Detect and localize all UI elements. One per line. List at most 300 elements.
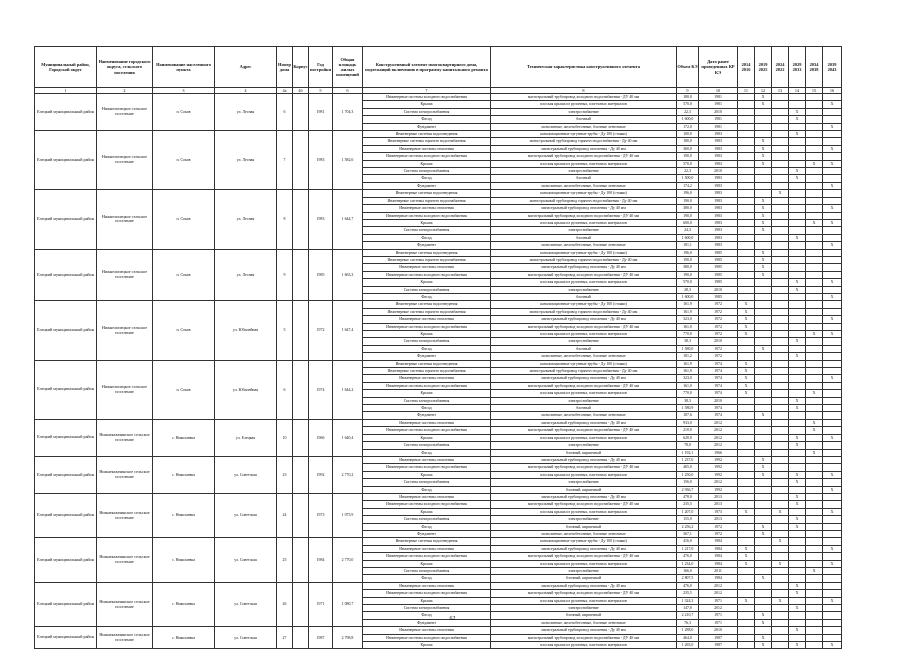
period-2024-2022-cell — [772, 116, 789, 123]
specification-cell: электроснабжение — [491, 168, 677, 175]
house-number-cell: 23 — [277, 456, 293, 493]
period-2014-2016-cell — [738, 442, 755, 449]
volume-cell: 161,9 — [677, 301, 699, 308]
period-2039-2043-cell — [823, 264, 842, 271]
period-2034-2038-cell — [806, 516, 823, 523]
period-2039-2043-cell: X — [823, 331, 842, 338]
last-repair-date-cell: 2012 — [699, 582, 738, 589]
house-number-cell: 27 — [277, 627, 293, 649]
period-2039-2043-cell — [823, 538, 842, 545]
specification-cell: плоская крыша из рулонных, плитчатых материалов — [491, 331, 677, 338]
volume-cell: 620,0 — [677, 434, 699, 441]
period-2034-2038-cell — [806, 145, 823, 152]
period-2029-2033-cell — [789, 219, 806, 226]
building-cell — [293, 131, 309, 190]
period-2024-2022-cell — [772, 419, 789, 426]
specification-cell: магистральный трубопровод холодного водоснабжения - ДУ 40 мм — [491, 427, 677, 434]
period-2024-2022-cell — [772, 293, 789, 300]
element-cell: Крыша — [363, 597, 491, 604]
column-number-cell: 9 — [677, 88, 699, 94]
period-2024-2022-cell — [772, 590, 789, 597]
period-2029-2033-cell — [789, 197, 806, 204]
house-number-cell: 10 — [277, 419, 293, 456]
table-row — [35, 131, 842, 138]
period-2024-2022-cell — [772, 160, 789, 167]
period-2034-2038-cell — [806, 508, 823, 515]
last-repair-date-cell: 1983 — [699, 160, 738, 167]
column-number-cell: 11 — [738, 88, 755, 94]
built-year-cell: 1985 — [309, 249, 333, 301]
table-row — [35, 249, 842, 256]
period-2024-2022-cell: X — [772, 190, 789, 197]
house-number-cell: 24 — [277, 493, 293, 537]
period-2034-2038-cell — [806, 382, 823, 389]
period-2029-2033-cell — [789, 508, 806, 515]
period-2029-2033-cell — [789, 123, 806, 130]
period-2019-2025-cell — [755, 168, 772, 175]
last-repair-date-cell: 1985 — [699, 279, 738, 286]
period-2034-2038-cell — [806, 456, 823, 463]
municipality-cell: Елецкий муниципальный район — [35, 419, 97, 456]
period-2014-2016-cell — [738, 219, 755, 226]
period-2039-2043-cell: X — [823, 242, 842, 249]
locality-cell: с. Николаевка — [153, 538, 215, 582]
last-repair-date-cell: 1974 — [699, 382, 738, 389]
period-2039-2043-cell — [823, 286, 842, 293]
header-cell: 2024 2022 — [772, 47, 789, 88]
period-2034-2038-cell — [806, 590, 823, 597]
period-2024-2022-cell — [772, 427, 789, 434]
last-repair-date-cell: 2012 — [699, 479, 738, 486]
locality-cell: п. Соков — [153, 360, 215, 419]
element-cell: Фундамент — [363, 530, 491, 537]
period-2014-2016-cell — [738, 279, 755, 286]
specification-cell: магистральный трубопровод горячего водоснабжения - Ду 40 мм — [491, 256, 677, 263]
specification-cell: блочный, кирпичный — [491, 486, 677, 493]
building-cell — [293, 456, 309, 493]
period-2024-2022-cell — [772, 168, 789, 175]
last-repair-date-cell: 1992 — [699, 464, 738, 471]
municipality-cell: Елецкий муниципальный район — [35, 627, 97, 649]
period-2039-2043-cell — [823, 464, 842, 471]
period-2024-2022-cell — [772, 138, 789, 145]
volume-cell: 323,0 — [677, 316, 699, 323]
last-repair-date-cell: 1983 — [699, 138, 738, 145]
period-2039-2043-cell — [823, 234, 842, 241]
period-2034-2038-cell — [806, 575, 823, 582]
element-cell: Фундамент — [363, 242, 491, 249]
volume-cell: 1 500,0 — [677, 175, 699, 182]
element-cell: Инженерные системы холодного водоснабжения — [363, 501, 491, 508]
period-2019-2025-cell — [755, 560, 772, 567]
specification-cell: магистральный трубопровод отопления - Ду 40 мм — [491, 545, 677, 552]
period-2024-2022-cell — [772, 249, 789, 256]
specification-cell: плоская крыша из рулонных, плитчатых материалов — [491, 560, 677, 567]
period-2014-2016-cell — [738, 590, 755, 597]
element-cell: Система электроснабжения — [363, 442, 491, 449]
specification-cell: блочный, кирпичный — [491, 523, 677, 530]
specification-cell: плоская крыша из рулонных, плитчатых материалов — [491, 471, 677, 478]
volume-cell: 1 237,0 — [677, 456, 699, 463]
element-cell: Инженерные системы холодного водоснабжения — [363, 590, 491, 597]
period-2034-2038-cell — [806, 242, 823, 249]
volume-cell: 360,0 — [677, 145, 699, 152]
specification-cell: магистральный трубопровод холодного водоснабжения - ДУ 40 мм — [491, 382, 677, 389]
specification-cell: канализационные чугунные трубы - Ду 100 (стояки) — [491, 301, 677, 308]
element-cell: Крыша — [363, 642, 491, 649]
period-2034-2038-cell: X — [806, 160, 823, 167]
specification-cell: электроснабжение — [491, 442, 677, 449]
period-2034-2038-cell — [806, 605, 823, 612]
period-2014-2016-cell — [738, 575, 755, 582]
last-repair-date-cell: 1983 — [699, 234, 738, 241]
built-year-cell: 1984 — [309, 538, 333, 582]
period-2014-2016-cell — [738, 108, 755, 115]
period-2014-2016-cell: X — [738, 316, 755, 323]
built-year-cell: 1981 — [309, 94, 333, 131]
period-2039-2043-cell: X — [823, 545, 842, 552]
element-cell: Инженерные системы отопления — [363, 316, 491, 323]
volume-cell: 190,0 — [677, 153, 699, 160]
last-repair-date-cell: 1983 — [699, 145, 738, 152]
period-2024-2022-cell — [772, 434, 789, 441]
last-repair-date-cell: 1972 — [699, 316, 738, 323]
period-2014-2016-cell — [738, 131, 755, 138]
period-2034-2038-cell: X — [806, 390, 823, 397]
specification-cell: магистральный трубопровод отопления - Ду 40 мм — [491, 419, 677, 426]
header-cell: 2039 2043 — [823, 47, 842, 88]
column-number-cell: 4 — [215, 88, 277, 94]
period-2024-2022-cell — [772, 242, 789, 249]
volume-cell: 570,0 — [677, 101, 699, 108]
floor-area-cell: 1 647,4 — [333, 301, 363, 360]
element-cell: Система электроснабжения — [363, 568, 491, 575]
period-2029-2033-cell — [789, 331, 806, 338]
volume-cell: 367,1 — [677, 530, 699, 537]
house-number-cell: 26 — [277, 582, 293, 626]
volume-cell: 1 288,0 — [677, 627, 699, 634]
specification-cell: блочный, кирпичный — [491, 449, 677, 456]
column-number-cell: 13 — [772, 88, 789, 94]
period-2034-2038-cell — [806, 256, 823, 263]
last-repair-date-cell: 1974 — [699, 360, 738, 367]
specification-cell: блочный — [491, 175, 677, 182]
period-2029-2033-cell: X — [789, 116, 806, 123]
period-2014-2016-cell — [738, 605, 755, 612]
period-2024-2022-cell — [772, 442, 789, 449]
period-2034-2038-cell — [806, 316, 823, 323]
period-2029-2033-cell — [789, 375, 806, 382]
period-2014-2016-cell: X — [738, 323, 755, 330]
specification-cell: магистральный трубопровод холодного водоснабжения - ДУ 40 мм — [491, 212, 677, 219]
period-2039-2043-cell — [823, 516, 842, 523]
element-cell: Инженерные системы отопления — [363, 375, 491, 382]
period-2034-2038-cell — [806, 582, 823, 589]
period-2014-2016-cell — [738, 642, 755, 649]
period-2039-2043-cell: X — [823, 508, 842, 515]
period-2034-2038-cell — [806, 530, 823, 537]
element-cell: Инженерные системы холодного водоснабжения — [363, 553, 491, 560]
period-2019-2025-cell: X — [755, 642, 772, 649]
built-year-cell: 1992 — [309, 456, 333, 493]
element-cell: Фасад — [363, 234, 491, 241]
period-2024-2022-cell — [772, 94, 789, 101]
volume-cell: 1 580,0 — [677, 345, 699, 352]
period-2014-2016-cell: X — [738, 360, 755, 367]
floor-area-cell: 1 075,9 — [333, 493, 363, 537]
specification-cell: блочный — [491, 345, 677, 352]
floor-area-cell: 2 770,0 — [333, 538, 363, 582]
volume-cell: 770,0 — [677, 390, 699, 397]
volume-cell: 38,3 — [677, 397, 699, 404]
header-cell: Год постройки — [309, 47, 333, 88]
period-2034-2038-cell — [806, 597, 823, 604]
period-2019-2025-cell: X — [755, 227, 772, 234]
specification-cell: плоская крыша из рулонных, плитчатых материалов — [491, 434, 677, 441]
period-2024-2022-cell — [772, 219, 789, 226]
volume-cell: 187,6 — [677, 412, 699, 419]
period-2019-2025-cell — [755, 108, 772, 115]
period-2024-2022-cell — [772, 582, 789, 589]
element-cell: Инженерные системы водоотведения — [363, 538, 491, 545]
period-2019-2025-cell: X — [755, 412, 772, 419]
table-row — [35, 360, 842, 367]
house-number-cell: 8 — [277, 190, 293, 249]
period-2019-2025-cell: X — [755, 205, 772, 212]
specification-cell: монолитные, железобетонные, блочные ленточные — [491, 619, 677, 626]
period-2039-2043-cell — [823, 256, 842, 263]
period-2034-2038-cell — [806, 234, 823, 241]
period-2019-2025-cell — [755, 627, 772, 634]
period-2039-2043-cell — [823, 523, 842, 530]
header-cell: Объем КЭ — [677, 47, 699, 88]
period-2034-2038-cell: X — [806, 219, 823, 226]
last-repair-date-cell: 2013 — [699, 516, 738, 523]
element-cell: Фасад — [363, 523, 491, 530]
period-2034-2038-cell — [806, 545, 823, 552]
last-repair-date-cell: 1981 — [699, 94, 738, 101]
period-2014-2016-cell — [738, 449, 755, 456]
period-2024-2022-cell: X — [772, 538, 789, 545]
street-cell: ул. Советская — [215, 627, 277, 649]
period-2039-2043-cell: X — [823, 219, 842, 226]
locality-cell: с. Николаевка — [153, 456, 215, 493]
header-row — [35, 47, 842, 88]
period-2019-2025-cell: X — [755, 471, 772, 478]
period-2034-2038-cell — [806, 375, 823, 382]
period-2029-2033-cell — [789, 560, 806, 567]
period-2039-2043-cell — [823, 116, 842, 123]
volume-cell: 1 580,9 — [677, 405, 699, 412]
period-2024-2022-cell — [772, 131, 789, 138]
period-2034-2038-cell — [806, 634, 823, 641]
period-2034-2038-cell — [806, 116, 823, 123]
period-2019-2025-cell — [755, 568, 772, 575]
period-2019-2025-cell — [755, 331, 772, 338]
last-repair-date-cell: 1974 — [699, 368, 738, 375]
period-2019-2025-cell: X — [755, 249, 772, 256]
period-2029-2033-cell — [789, 545, 806, 552]
period-2019-2025-cell: X — [755, 530, 772, 537]
element-cell: Фасад — [363, 405, 491, 412]
floor-area-cell: 1 704,3 — [333, 94, 363, 131]
volume-cell: 570,0 — [677, 279, 699, 286]
last-repair-date-cell: 1974 — [699, 405, 738, 412]
period-2034-2038-cell — [806, 397, 823, 404]
period-2039-2043-cell — [823, 575, 842, 582]
period-2034-2038-cell — [806, 560, 823, 567]
built-year-cell: 1971 — [309, 582, 333, 626]
element-cell: Фундамент — [363, 619, 491, 626]
column-number-cell: 3 — [153, 88, 215, 94]
header-cell: Адрес — [215, 47, 277, 88]
period-2014-2016-cell — [738, 205, 755, 212]
specification-cell: блочный — [491, 116, 677, 123]
specification-cell: блочный — [491, 234, 677, 241]
last-repair-date-cell: 1985 — [699, 249, 738, 256]
municipality-cell: Елецкий муниципальный район — [35, 94, 97, 131]
volume-cell: 22,3 — [677, 108, 699, 115]
locality-cell: с. Николаевка — [153, 627, 215, 649]
specification-cell: магистральный трубопровод отопления - Ду 40 мм — [491, 205, 677, 212]
period-2019-2025-cell — [755, 538, 772, 545]
period-2039-2043-cell: X — [823, 160, 842, 167]
specification-cell: блочный — [491, 405, 677, 412]
volume-cell: 476,0 — [677, 582, 699, 589]
specification-cell: магистральный трубопровод холодного водоснабжения - ДУ 40 мм — [491, 553, 677, 560]
period-2024-2022-cell — [772, 575, 789, 582]
period-2019-2025-cell — [755, 360, 772, 367]
built-year-cell: 1966 — [309, 419, 333, 456]
period-2039-2043-cell — [823, 323, 842, 330]
period-2024-2022-cell — [772, 605, 789, 612]
period-2034-2038-cell — [806, 479, 823, 486]
period-2024-2022-cell — [772, 368, 789, 375]
period-2014-2016-cell: X — [738, 560, 755, 567]
specification-cell: канализационные чугунные трубы - Ду 100 (стояки) — [491, 190, 677, 197]
column-number-cell: 7 — [363, 88, 491, 94]
period-2039-2043-cell — [823, 212, 842, 219]
period-2024-2022-cell — [772, 360, 789, 367]
volume-cell: 770,0 — [677, 331, 699, 338]
element-cell: Система электроснабжения — [363, 338, 491, 345]
volume-cell: 181,2 — [677, 353, 699, 360]
element-cell: Система электроснабжения — [363, 108, 491, 115]
period-2029-2033-cell: X — [789, 279, 806, 286]
last-repair-date-cell: 1981 — [699, 101, 738, 108]
specification-cell: магистральный трубопровод отопления - Ду 40 мм — [491, 493, 677, 500]
period-2024-2022-cell — [772, 412, 789, 419]
element-cell: Система электроснабжения — [363, 479, 491, 486]
volume-cell: 22,3 — [677, 168, 699, 175]
period-2029-2033-cell: X — [789, 168, 806, 175]
period-2014-2016-cell — [738, 256, 755, 263]
period-2029-2033-cell — [789, 575, 806, 582]
period-2019-2025-cell — [755, 449, 772, 456]
period-2039-2043-cell — [823, 501, 842, 508]
period-2034-2038-cell — [806, 412, 823, 419]
period-2014-2016-cell — [738, 634, 755, 641]
volume-cell: 161,9 — [677, 360, 699, 367]
specification-cell: магистральный трубопровод отопления - Ду 40 мм — [491, 316, 677, 323]
volume-cell: 1 250,0 — [677, 471, 699, 478]
period-2039-2043-cell — [823, 138, 842, 145]
last-repair-date-cell: 1983 — [699, 131, 738, 138]
volume-cell: 1 265,0 — [677, 642, 699, 649]
settlement-cell: Нижнелипецкое сельское поселение — [97, 190, 153, 249]
period-2019-2025-cell — [755, 442, 772, 449]
building-cell — [293, 538, 309, 582]
period-2014-2016-cell — [738, 538, 755, 545]
period-2034-2038-cell: X — [806, 449, 823, 456]
period-2034-2038-cell — [806, 279, 823, 286]
period-2019-2025-cell: X — [755, 197, 772, 204]
element-cell: Инженерные системы отопления — [363, 264, 491, 271]
period-2024-2022-cell — [772, 197, 789, 204]
period-2034-2038-cell — [806, 360, 823, 367]
floor-area-cell: 1 080,7 — [333, 582, 363, 626]
last-repair-date-cell: 1981 — [699, 116, 738, 123]
volume-cell: 933,0 — [677, 419, 699, 426]
period-2019-2025-cell — [755, 375, 772, 382]
period-2029-2033-cell — [789, 271, 806, 278]
element-cell: Инженерные системы отопления — [363, 205, 491, 212]
period-2019-2025-cell — [755, 582, 772, 589]
volume-cell: 28,3 — [677, 286, 699, 293]
element-cell: Фасад — [363, 293, 491, 300]
last-repair-date-cell: 1987 — [699, 634, 738, 641]
floor-area-cell: 1 640,4 — [333, 419, 363, 456]
settlement-cell: Нижнеказачинское сельское поселение — [97, 582, 153, 626]
built-year-cell: 1973 — [309, 493, 333, 537]
last-repair-date-cell: 1983 — [699, 182, 738, 189]
page-number: 62 — [449, 616, 456, 622]
period-2014-2016-cell: X — [738, 375, 755, 382]
element-cell: Инженерные системы водоотведения — [363, 190, 491, 197]
volume-cell: 380,0 — [677, 205, 699, 212]
built-year-cell: 1983 — [309, 190, 333, 249]
element-cell: Инженерные системы отопления — [363, 419, 491, 426]
period-2029-2033-cell — [789, 212, 806, 219]
period-2019-2025-cell — [755, 368, 772, 375]
period-2034-2038-cell — [806, 642, 823, 649]
period-2024-2022-cell — [772, 397, 789, 404]
period-2019-2025-cell — [755, 323, 772, 330]
specification-cell: магистральный трубопровод холодного водоснабжения - ДУ 40 мм — [491, 323, 677, 330]
period-2024-2022-cell — [772, 375, 789, 382]
period-2024-2022-cell — [772, 501, 789, 508]
last-repair-date-cell: 1972 — [699, 530, 738, 537]
period-2019-2025-cell: X — [755, 160, 772, 167]
element-cell: Инженерные системы отопления — [363, 493, 491, 500]
specification-cell: плоская крыша из рулонных, плитчатых материалов — [491, 160, 677, 167]
period-2019-2025-cell: X — [755, 219, 772, 226]
specification-cell: магистральный трубопровод горячего водоснабжения - Ду 40 мм — [491, 197, 677, 204]
period-2014-2016-cell — [738, 153, 755, 160]
period-2014-2016-cell: X — [738, 382, 755, 389]
volume-cell: 76,3 — [677, 619, 699, 626]
last-repair-date-cell: 1972 — [699, 523, 738, 530]
period-2039-2043-cell: X — [823, 101, 842, 108]
period-2029-2033-cell: X — [789, 175, 806, 182]
period-2024-2022-cell — [772, 279, 789, 286]
period-2024-2022-cell — [772, 568, 789, 575]
period-2039-2043-cell: X — [823, 434, 842, 441]
period-2034-2038-cell — [806, 368, 823, 375]
period-2039-2043-cell — [823, 308, 842, 315]
period-2034-2038-cell — [806, 501, 823, 508]
period-2039-2043-cell — [823, 553, 842, 560]
